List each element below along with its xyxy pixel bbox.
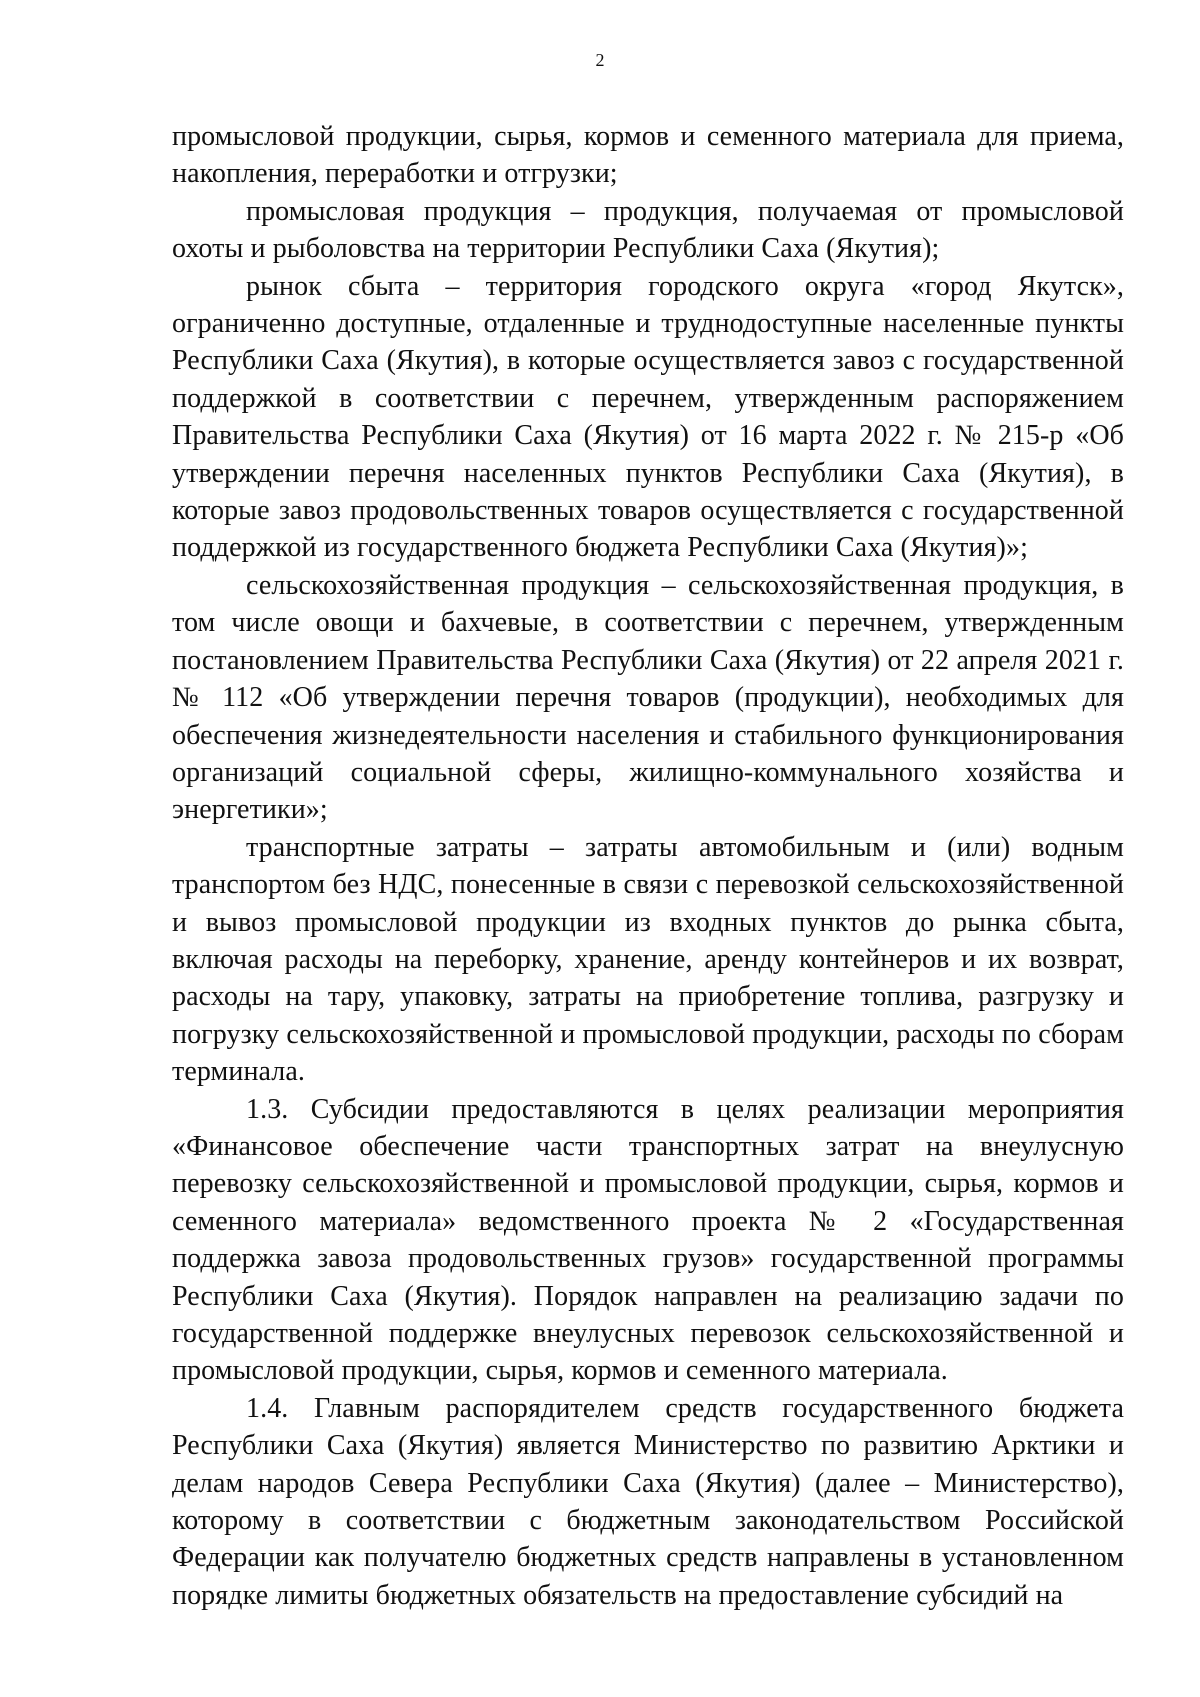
paragraph-section-1-3: 1.3. Субсидии предоставляются в целях реализации мероприятия «Финансовое обеспечение части транспортных затрат на внеулусную перевозку сельскохозяйственной и промысловой продукции, сырья, кормов и семенного материала» ведомственного проекта № 2 «Государственная поддержка завоза продовольственных грузов» государственной программы Республики Саха (Якутия). Порядок направлен на реализацию задачи по государственной поддержке внеулусных перевозок сельскохозяйственной и промысловой продукции, сырья, кормов и семенного материала.	[172, 1093, 1124, 1387]
paragraph-continuation: промысловой продукции, сырья, кормов и семенного материала для приема, накопления, переработки и отгрузки;	[172, 121, 1124, 190]
paragraph-definition-agricultural-products: сельскохозяйственная продукция – сельскохозяйственная продукция, в том числе овощи и бахчевые, в соответствии с перечнем, утвержденным постановлением Правительства Республики Саха (Якутия) от 22 апреля 2021 г. № 112 «Об утверждении перечня товаров (продукции), необходимых для обеспечения жизнедеятельности населения и стабильного функционирования организаций социальной сферы, жилищно-коммунального хозяйства и энергетики»;	[172, 569, 1124, 826]
paragraph-definition-fishing-products: промысловая продукция – продукция, получаемая от промысловой охоты и рыболовства на территории Республики Саха (Якутия);	[172, 195, 1124, 265]
document-body	[172, 118, 1124, 1614]
paragraph-definition-sales-market: рынок сбыта – территория городского округа «город Якутск», ограниченно доступные, отдаленные и труднодоступные населенные пункты Республики Саха (Якутия), в которые осуществляется завоз с государственной поддержкой в соответствии с перечнем, утвержденным распоряжением Правительства Республики Саха (Якутия) от 16 марта 2022 г. № 215-р «Об утверждении перечня населенных пунктов Республики Саха (Якутия), в которые завоз продовольственных товаров осуществляется с государственной поддержкой из государственного бюджета Республики Саха (Якутия)»;	[172, 270, 1124, 564]
paragraph-definition-transport-costs: транспортные затраты – затраты автомобильным и (или) водным транспортом без НДС, понесенные в связи с перевозкой сельскохозяйственной и вывоз промысловой продукции из входных пунктов до рынка сбыта, включая расходы на переборку, хранение, аренду контейнеров и их возврат, расходы на тару, упаковку, затраты на приобретение топлива, разгрузку и погрузку сельскохозяйственной и промысловой продукции, расходы по сборам терминала.	[172, 831, 1124, 1088]
paragraph-section-1-4: 1.4. Главным распорядителем средств государственного бюджета Республики Саха (Якутия) является Министерство по развитию Арктики и делам народов Севера Республики Саха (Якутия) (далее – Министерство), которому в соответствии с бюджетным законодательством Российской Федерации как получателю бюджетных средств направлены в установленном порядке лимиты бюджетных обязательств на предоставление субсидий на	[172, 1392, 1124, 1611]
page-number: 2	[595, 50, 605, 70]
